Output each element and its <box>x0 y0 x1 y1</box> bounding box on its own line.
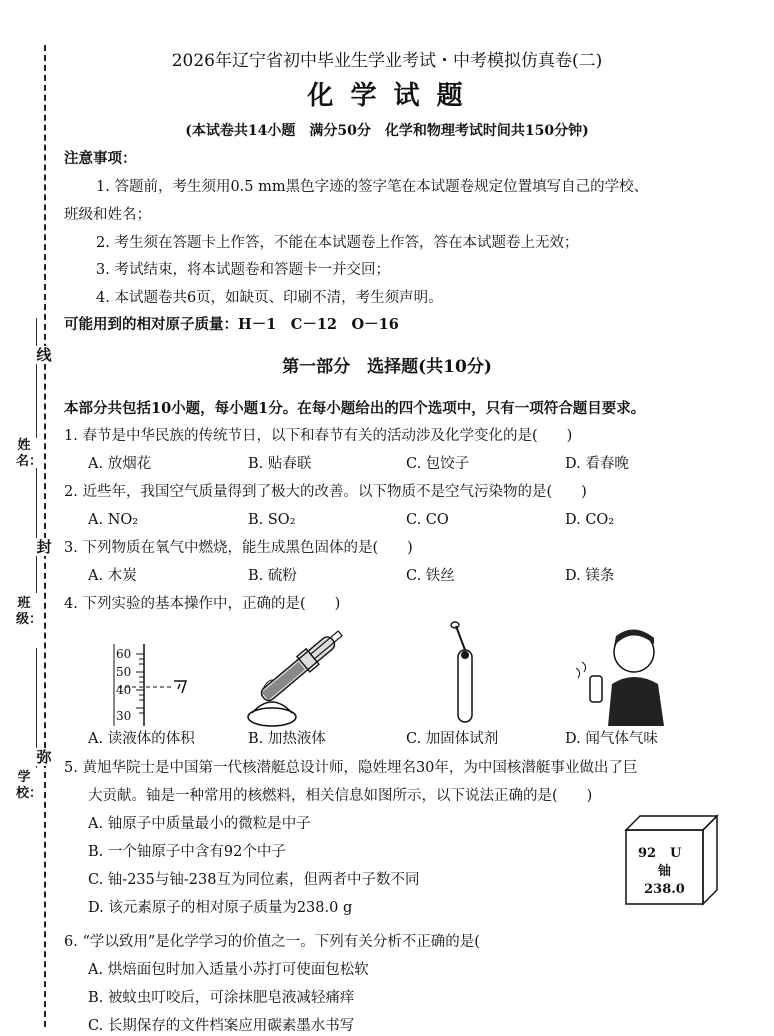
tick-label-50: 50 <box>116 665 132 679</box>
q2-option-d: D. CO₂ <box>565 512 615 528</box>
q6-option-b: B. 被蚊虫叮咬后，可涂抹肥皂液减轻痛痒 <box>88 990 355 1006</box>
exam-title: 2026年辽宁省初中毕业生学业考试・中考模拟仿真卷(二) <box>171 51 603 71</box>
q5-stem-line2: 大贡献。铀是一种常用的核燃料，相关信息如图所示，以下说法正确的是( ) <box>88 788 593 804</box>
name-blank-line <box>36 318 37 438</box>
q5-option-b: B. 一个铀原子中含有92个中子 <box>88 844 286 860</box>
note-item-3: 3. 考试结束，将本试题卷和答题卡一并交回； <box>96 262 390 278</box>
tick-label-60: 60 <box>116 647 132 661</box>
q2-option-a: A. NO₂ <box>88 512 139 528</box>
q2-option-b: B. SO₂ <box>248 512 296 528</box>
element-name: 铀 <box>657 864 671 879</box>
q4-option-d: D. 闻气体气味 <box>565 731 658 747</box>
q6-option-a: A. 烘焙面包时加入适量小苏打可使面包松软 <box>88 962 369 978</box>
element-symbol: U <box>670 846 682 861</box>
name-label: 姓名： <box>16 438 43 469</box>
q4-option-a: A. 读液体的体积 <box>88 731 195 747</box>
seal-char-mi: 弥 <box>36 748 52 766</box>
person-body <box>608 677 664 726</box>
school-label: 学校： <box>16 770 43 801</box>
q3-option-a: A. 木炭 <box>88 568 137 584</box>
class-blank-line <box>36 468 37 593</box>
cylinder-reading-figure <box>96 640 206 730</box>
q6-stem: 6. “学以致用”是化学学习的价值之一。下列有关分析不正确的是( <box>64 934 480 950</box>
part1-title: 第一部分 选择题(共10分) <box>282 357 492 377</box>
q1-option-c: C. 包饺子 <box>406 456 470 472</box>
q4-option-b: B. 加热液体 <box>248 731 326 747</box>
q2-option-c: C. CO <box>406 512 449 528</box>
q1-option-a: A. 放烟花 <box>88 456 152 472</box>
note-item-1-cont: 班级和姓名； <box>64 207 151 223</box>
smelling-gas-figure <box>572 622 672 730</box>
note-item-4: 4. 本试题卷共6页，如缺页、印刷不清，考生须声明。 <box>96 290 443 306</box>
subject-title: 化 学 试 题 <box>307 81 467 111</box>
q1-stem: 1. 春节是中华民族的传统节日，以下和春节有关的活动涉及化学变化的是( ) <box>64 428 573 444</box>
uranium-element-cell <box>624 814 719 906</box>
solid-granule <box>461 651 469 659</box>
q5-stem-line1: 5. 黄旭华院士是中国第一代核潜艇总设计师，隐姓埋名30年，为中国核潜艇事业做出了巨 <box>64 760 638 776</box>
adding-solid-figure <box>436 620 496 730</box>
q3-stem: 3. 下列物质在氧气中燃烧，能生成黑色固体的是( ) <box>64 540 413 556</box>
q3-option-c: C. 铁丝 <box>406 568 455 584</box>
q6-option-c: C. 长期保存的文件档案应用碳素墨水书写 <box>88 1018 355 1034</box>
q4-option-c: C. 加固体试剂 <box>406 731 499 747</box>
q3-option-b: B. 硫粉 <box>248 568 297 584</box>
tweezers-tip <box>451 622 459 628</box>
atomic-number: 92 <box>638 846 657 861</box>
q4-stem: 4. 下列实验的基本操作中，正确的是( ) <box>64 596 341 612</box>
seal-char-feng: 封 <box>36 538 52 556</box>
tube-liquid <box>262 662 305 701</box>
q5-option-a: A. 铀原子中质量最小的微粒是中子 <box>88 816 311 832</box>
eye-icon <box>174 681 186 693</box>
tick-label-40: 40 <box>116 683 132 697</box>
q5-option-c: C. 铀-235与铀-238互为同位素，但两者中子数不同 <box>88 872 420 888</box>
fanning-motion-icon <box>576 662 586 678</box>
atomic-mass-note: 可能用到的相对原子质量：H－1 C－12 O－16 <box>64 316 399 333</box>
reagent-bottle <box>590 676 602 702</box>
q5-option-d: D. 该元素原子的相对原子质量为238.0 g <box>88 900 353 916</box>
person-hair <box>614 629 654 646</box>
q1-option-d: D. 看春晚 <box>565 456 629 472</box>
part1-instruction: 本部分共包括10小题，每小题1分。在每小题给出的四个选项中，只有一项符合题目要求。 <box>64 400 646 417</box>
cut-line <box>44 45 46 1027</box>
binding-margin <box>0 0 60 1027</box>
q1-option-b: B. 贴春联 <box>248 456 312 472</box>
heating-liquid-figure <box>244 625 354 730</box>
notes-heading: 注意事项： <box>64 150 137 167</box>
note-item-2: 2. 考生须在答题卡上作答，不能在本试题卷上作答，答在本试题卷上无效； <box>96 235 579 251</box>
class-label: 班级： <box>16 596 43 627</box>
exam-info: (本试卷共14小题 满分50分 化学和物理考试时间共150分钟) <box>185 123 589 139</box>
seal-char-xian: 线 <box>36 346 52 364</box>
tick-label-30: 30 <box>116 709 132 723</box>
atomic-mass: 238.0 <box>644 882 685 897</box>
vertical-test-tube <box>458 650 472 722</box>
q3-option-d: D. 镁条 <box>565 568 615 584</box>
q2-stem: 2. 近些年，我国空气质量得到了极大的改善。以下物质不是空气污染物的是( ) <box>64 484 587 500</box>
note-item-1: 1. 答题前，考生须用0.5 mm黑色字迹的签字笔在本试题卷规定位置填写自己的学校、 <box>96 179 649 195</box>
tweezers-icon <box>456 626 465 650</box>
